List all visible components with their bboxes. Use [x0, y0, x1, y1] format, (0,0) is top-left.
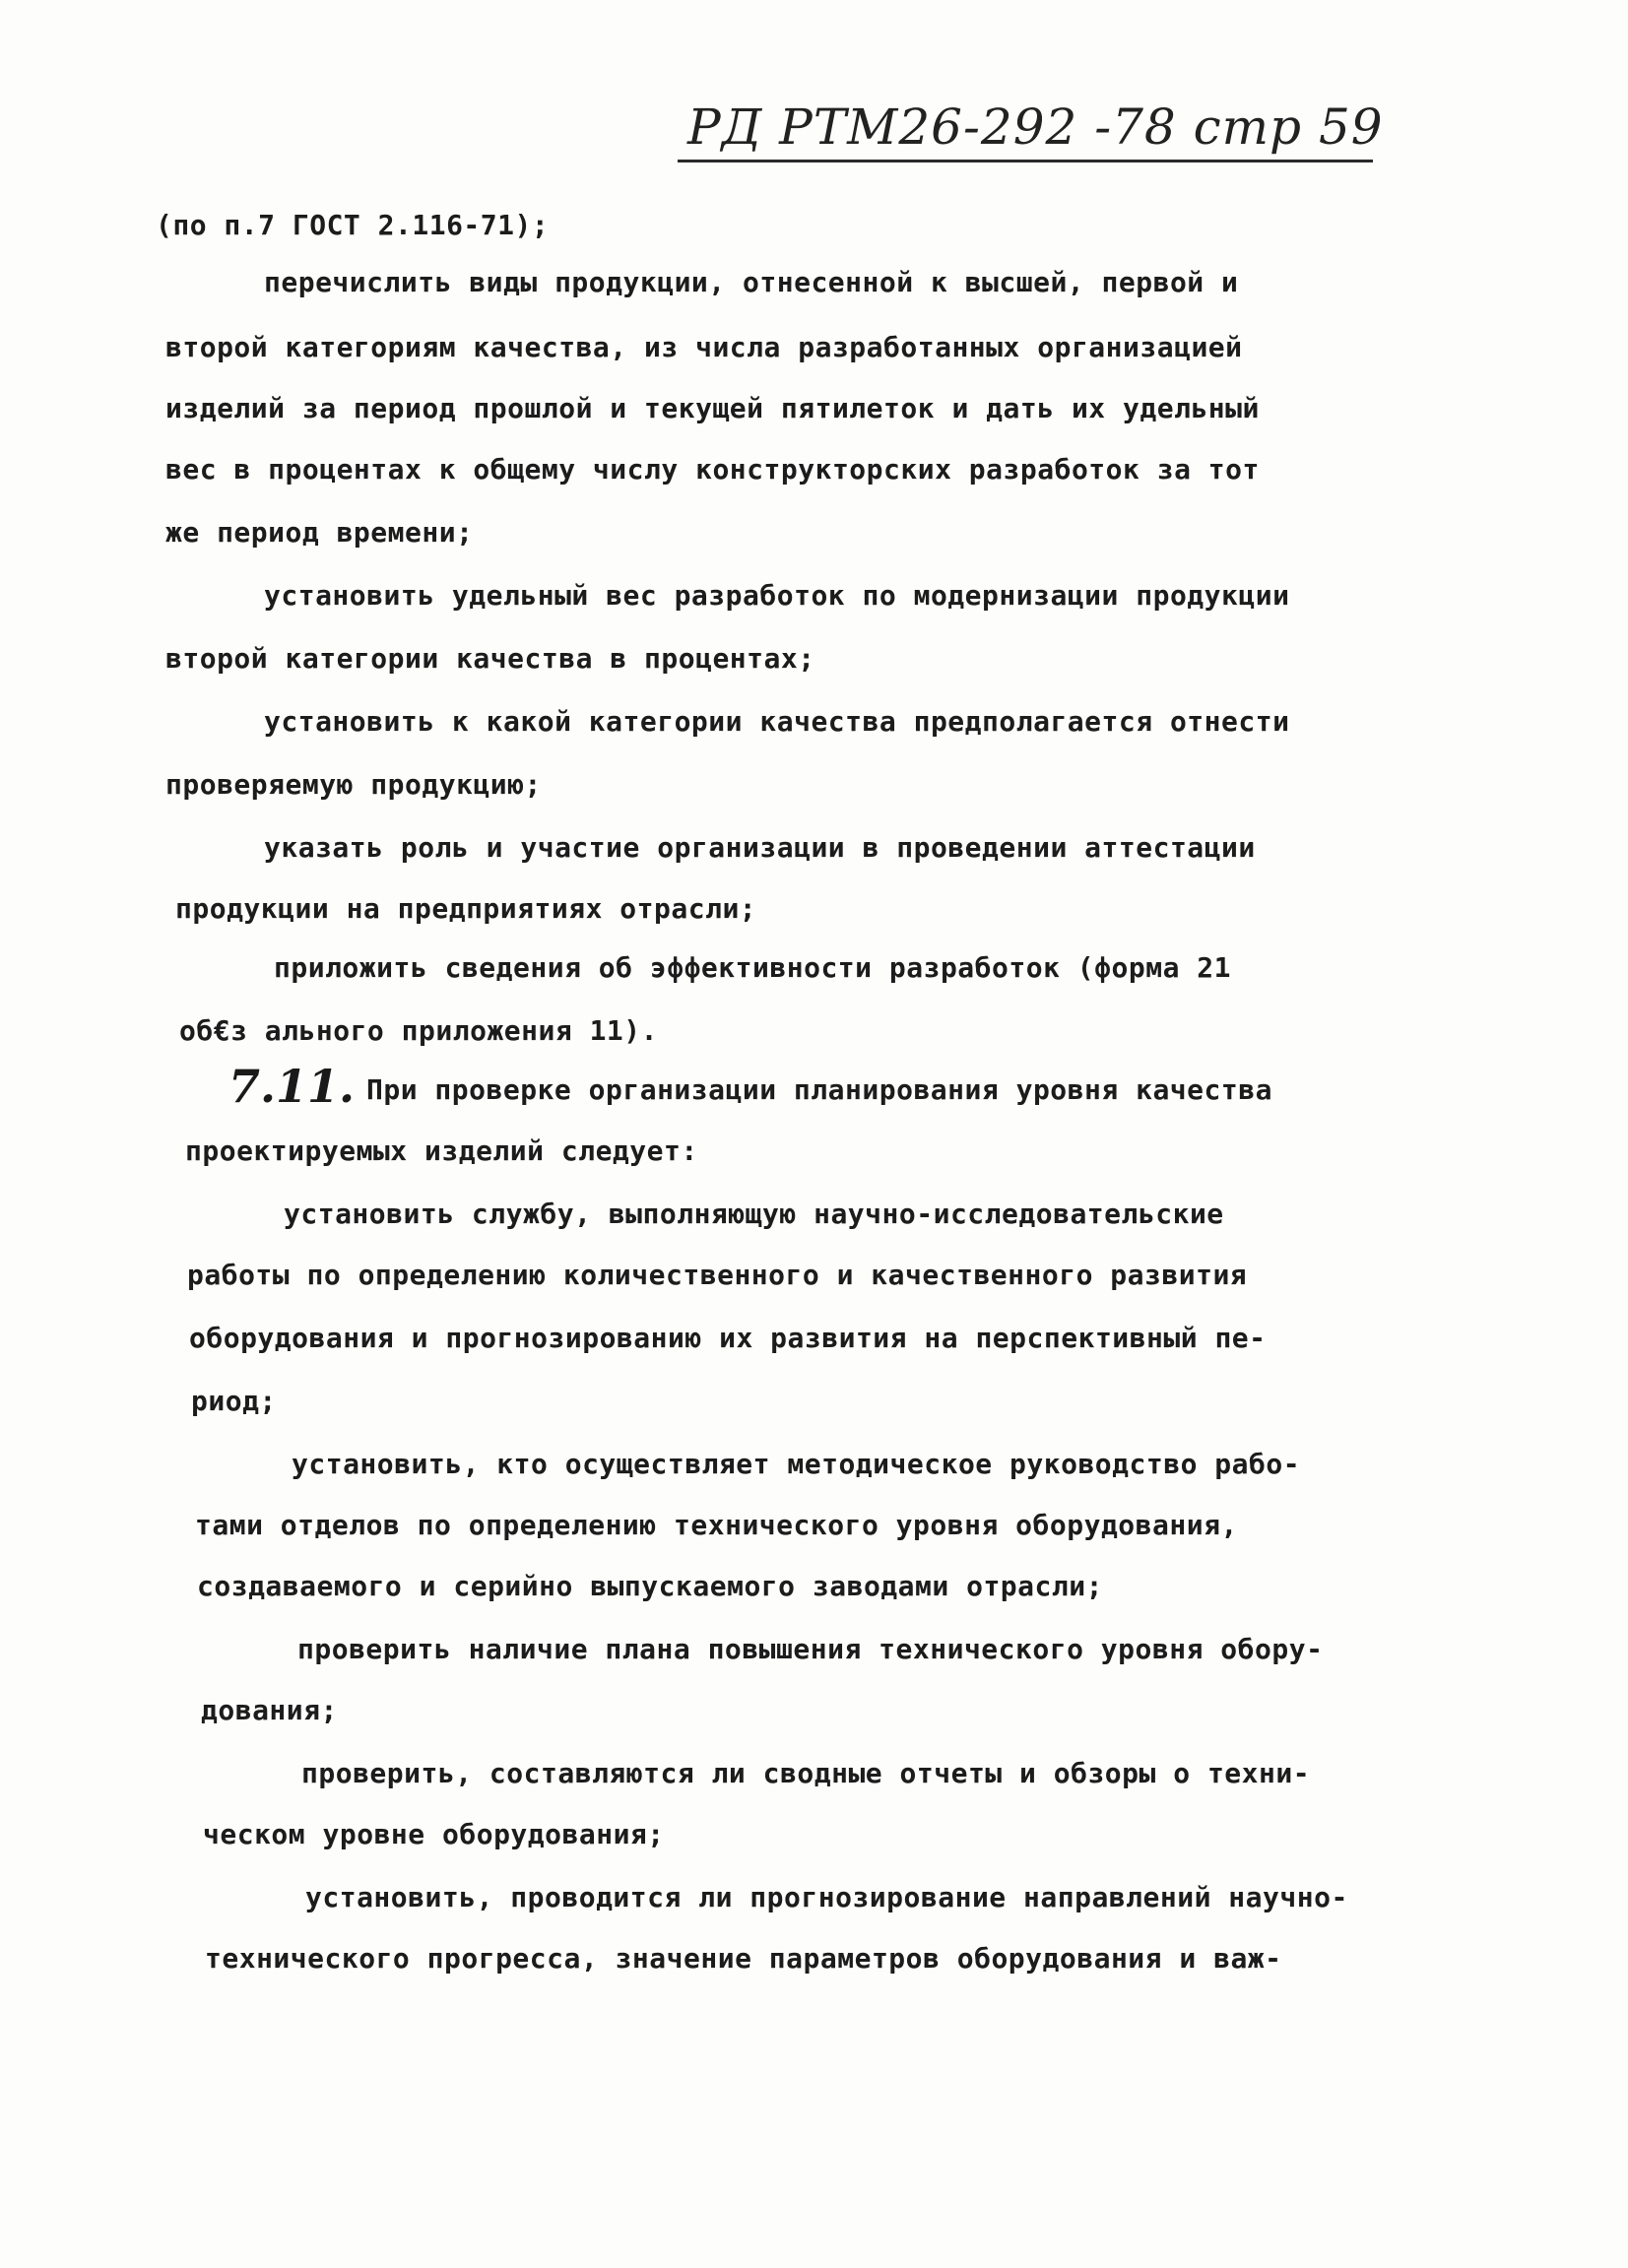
- text-line: проверить, составляются ли сводные отчеты и обзоры о техни-: [301, 1757, 1311, 1789]
- text-line: тами отделов по определению технического уровня оборудования,: [195, 1509, 1238, 1541]
- text-line: При проверке организации планирования уровня качества: [366, 1073, 1272, 1106]
- text-line: установить удельный вес разработок по модернизации продукции: [264, 579, 1290, 612]
- text-line: установить службу, выполняющую научно-исследовательские: [284, 1198, 1224, 1230]
- text-line: второй категориям качества, из числа разработанных организацией: [165, 331, 1243, 363]
- text-line: ческом уровне оборудования;: [203, 1818, 665, 1850]
- text-line: проверяемую продукцию;: [165, 768, 542, 801]
- text-line: указать роль и участие организации в проведении аттестации: [264, 831, 1256, 864]
- text-line: технического прогресса, значение параметров оборудования и важ-: [205, 1942, 1282, 1975]
- text-line: установить к какой категории качества предполагается отнести: [264, 705, 1290, 738]
- text-line: оборудования и прогнозированию их развития на перспективный пе-: [189, 1322, 1267, 1354]
- text-line: вес в процентах к общему числу конструкторских разработок за тот: [165, 453, 1260, 486]
- text-line: перечислить виды продукции, отнесенной к высшей, первой и: [264, 266, 1239, 298]
- text-line: проверить наличие плана повышения технического уровня обору-: [297, 1633, 1324, 1665]
- text-line: продукции на предприятиях отрасли;: [175, 892, 757, 925]
- document-reference-header: РД РТМ26-292 -78 стр 59: [687, 98, 1384, 156]
- text-line: риод;: [191, 1385, 277, 1417]
- text-line: приложить сведения об эффективности разработок (форма 21: [274, 951, 1232, 984]
- text-line: же период времени;: [165, 516, 474, 549]
- text-line: дования;: [201, 1694, 338, 1726]
- text-line: создаваемого и серийно выпускаемого заводами отрасли;: [197, 1570, 1103, 1602]
- text-line: установить, проводится ли прогнозирование направлений научно-: [305, 1881, 1348, 1913]
- text-line: изделий за период прошлой и текущей пятилеток и дать их удельный: [165, 392, 1260, 424]
- section-number: 7.11.: [228, 1060, 356, 1113]
- text-line: установить, кто осуществляет методическое руководство рабо-: [292, 1448, 1301, 1480]
- text-line: об€з ального приложения 11).: [179, 1014, 659, 1047]
- text-line: работы по определению количественного и качественного развития: [187, 1259, 1248, 1291]
- text-line: (по п.7 ГОСТ 2.116-71);: [156, 209, 550, 241]
- header-underline: [678, 160, 1373, 162]
- text-line: проектируемых изделий следует:: [185, 1134, 698, 1167]
- text-line: второй категории качества в процентах;: [165, 642, 815, 675]
